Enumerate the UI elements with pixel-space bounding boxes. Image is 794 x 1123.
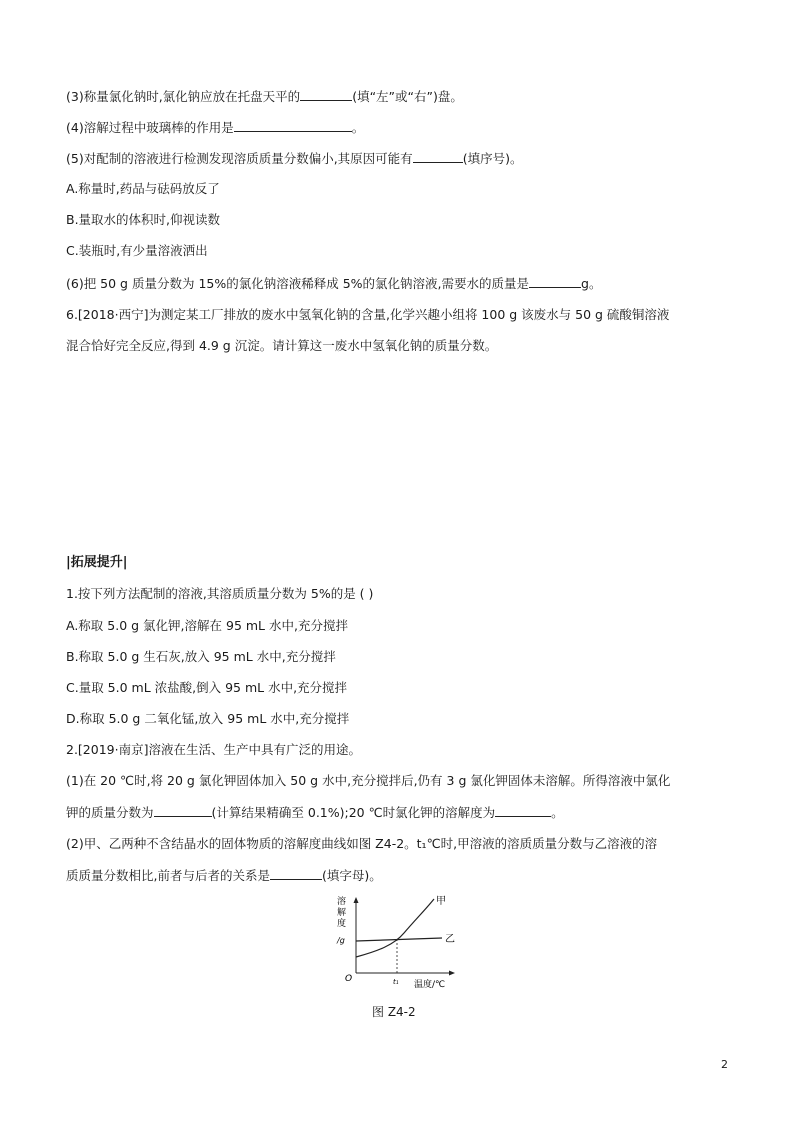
p1-option-b: B.称取 5.0 g 生石灰,放入 95 mL 水中,充分搅拌 xyxy=(66,649,336,664)
p2-1-text-a: 钾的质量分数为 xyxy=(66,805,154,820)
p2-2-blank[interactable] xyxy=(270,867,322,880)
ylabel-char-2: 解 xyxy=(337,908,347,918)
problem-6-line-2: 混合恰好完全反应,得到 4.9 g 沉淀。请计算这一废水中氢氧化钠的质量分数。 xyxy=(66,338,498,353)
series-label-jia: 甲 xyxy=(436,896,446,907)
p1-option-d: D.称取 5.0 g 二氧化锰,放入 95 mL 水中,充分搅拌 xyxy=(66,711,350,726)
q4-prefix: (4)溶解过程中玻璃棒的作用是 xyxy=(66,120,234,135)
ylabel-unit: /g xyxy=(337,936,345,945)
problem-2: 2.[2019·南京]溶液在生活、生产中具有广泛的用途。 xyxy=(66,742,361,757)
problem-2-2-line-1: (2)甲、乙两种不含结晶水的固体物质的溶解度曲线如图 Z4-2。t₁℃时,甲溶液的溶质质量分数与乙溶液的溶 xyxy=(66,836,658,851)
y-axis-arrow-icon xyxy=(354,897,359,903)
q4-suffix: 。 xyxy=(351,120,365,135)
q3-prefix: (3)称量氯化钠时,氯化钠应放在托盘天平的 xyxy=(66,89,301,104)
q5-option-b: B.量取水的体积时,仰视读数 xyxy=(66,212,221,227)
problem-2-2-line-2 xyxy=(66,867,382,884)
question-5 xyxy=(66,150,522,167)
p1-option-a: A.称取 5.0 g 氯化钾,溶解在 95 mL 水中,充分搅拌 xyxy=(66,618,348,633)
series-label-yi: 乙 xyxy=(445,934,455,945)
question-4 xyxy=(66,119,364,136)
problem-2-1-line-2 xyxy=(66,804,564,821)
origin-label: O xyxy=(345,974,353,984)
p2-1-text-c: 。 xyxy=(551,805,564,820)
p2-1-text-b: (计算结果精确至 0.1%);20 ℃时氯化钾的溶解度为 xyxy=(211,805,496,820)
problem-2-1-line-1: (1)在 20 ℃时,将 20 g 氯化钾固体加入 50 g 水中,充分搅拌后,仍有 3 g 氯化钾固体未溶解。所得溶液中氯化 xyxy=(66,773,671,788)
problem-6-line-1: 6.[2018·西宁]为测定某工厂排放的废水中氢氧化钠的含量,化学兴趣小组将 100 g 该废水与 50 g 硫酸铜溶液 xyxy=(66,307,670,322)
xlabel: 温度/℃ xyxy=(414,980,446,990)
x-axis-arrow-icon xyxy=(449,971,455,976)
ylabel-char-1: 溶 xyxy=(337,897,347,907)
q5-option-a: A.称量时,药品与砝码放反了 xyxy=(66,181,220,196)
q5-blank[interactable] xyxy=(413,150,463,163)
q5-prefix: (5)对配制的溶液进行检测发现溶质质量分数偏小,其原因可能有 xyxy=(66,151,413,166)
q5-option-c: C.装瓶时,有少量溶液洒出 xyxy=(66,243,208,258)
solubility-figure xyxy=(336,893,466,993)
q6-prefix: (6)把 50 g 质量分数为 15%的氯化钠溶液稀释成 5%的氯化钠溶液,需要水的质量是 xyxy=(66,276,530,291)
q3-suffix: (填“左”或“右”)盘。 xyxy=(352,89,463,104)
p2-1-blank-1[interactable] xyxy=(154,804,212,817)
p2-2-text-b: (填字母)。 xyxy=(321,868,382,883)
section-heading: |拓展提升| xyxy=(66,555,128,570)
solubility-chart xyxy=(336,893,466,993)
q5-suffix: (填序号)。 xyxy=(462,151,523,166)
page-number: 2 xyxy=(721,1058,728,1071)
p2-2-text-a: 质质量分数相比,前者与后者的关系是 xyxy=(66,868,270,883)
q4-blank[interactable] xyxy=(234,119,352,132)
q6-blank[interactable] xyxy=(529,275,581,288)
problem-1: 1.按下列方法配制的溶液,其溶质质量分数为 5%的是 ( ) xyxy=(66,586,374,601)
q3-blank[interactable] xyxy=(300,88,352,101)
series-jia-curve xyxy=(356,899,434,957)
p1-option-c: C.量取 5.0 mL 浓盐酸,倒入 95 mL 水中,充分搅拌 xyxy=(66,680,348,695)
t1-label: t₁ xyxy=(393,978,399,986)
q6-suffix: g。 xyxy=(581,276,602,291)
question-3 xyxy=(66,88,463,105)
figure-caption: 图 Z4-2 xyxy=(372,1005,416,1019)
ylabel-char-3: 度 xyxy=(337,919,347,929)
question-6-sub xyxy=(66,275,601,292)
p2-1-blank-2[interactable] xyxy=(495,804,551,817)
